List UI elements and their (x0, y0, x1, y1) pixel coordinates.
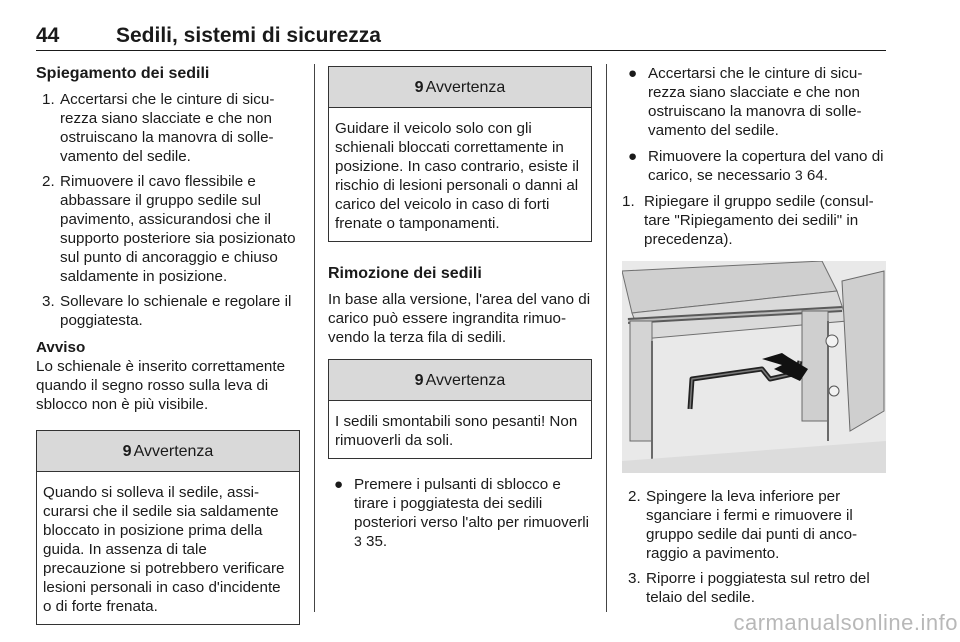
step-number: 3. (42, 293, 55, 310)
bullet-icon: ● (628, 65, 638, 82)
warning-box (328, 66, 592, 242)
column-1 (36, 64, 300, 625)
warning-text: Guidare il veicolo solo con gli schienali bloccati correttamente in posizione. In caso contrario, esiste il rischio di lesioni personali o danni al carico del veicolo in caso di forti frenate o tamponamenti. (335, 120, 579, 232)
warning-icon: 9 (122, 443, 132, 460)
chapter-title: Sedili, sistemi di sicurezza (116, 24, 381, 47)
warning-icon: 9 (414, 79, 424, 96)
bullet-item (622, 64, 886, 140)
watermark: carmanualsonline.info (733, 610, 958, 635)
seat-lever-illustration (622, 261, 886, 473)
step-item (36, 90, 300, 166)
step-number: 2. (628, 488, 641, 505)
warning-text: Quando si solleva il sedile, assicurarsi che il sedile sia saldamente bloccato in posizione prima della guida. In assenza di tale precauzione si potrebbero verificare lesioni personali in caso d'incidente o di forte frenata. (43, 484, 285, 615)
warning-header (37, 431, 299, 472)
warning-title: Avvertenza (425, 372, 506, 389)
step-text: Spingere la leva inferiore per sganciare i fermi e rimuovere il gruppo sedile dai punti di ancoraggio a pavimento. (646, 488, 858, 562)
bullet-icon: ● (334, 476, 344, 493)
bullet-icon: ● (628, 148, 638, 165)
column-divider-2 (606, 64, 607, 612)
step-text: Sollevare lo schienale e regolare il poggiatesta. (60, 293, 292, 329)
note-label: Avviso (36, 339, 86, 356)
step-item (622, 192, 886, 249)
bullet-item (622, 147, 886, 185)
column-3 (622, 64, 886, 613)
step-text: Rimuovere il cavo flessibile e abbassare il gruppo sedile sul pavimento, assicurandosi che il supporto posteriore sia posizionato sul punto di ancoraggio e chiuso saldamente in posizione. (60, 173, 296, 285)
warning-title: Avvertenza (425, 79, 506, 96)
section-heading-removal: Rimozione dei sedili (328, 265, 482, 282)
removal-steps-part2 (622, 487, 886, 607)
unfold-steps (36, 90, 300, 330)
page-ref: 64. (802, 167, 829, 184)
step-item (36, 172, 300, 286)
seat-frame-illustration (622, 261, 886, 473)
page-ref-icon: 3 (354, 533, 362, 549)
prep-bullets (622, 64, 886, 185)
warning-title: Avvertenza (133, 443, 214, 460)
step-text: Ripiegare il gruppo sedile (consultare "Ripiegamento dei sedili" in precedenza). (644, 193, 874, 248)
bullet-text: Accertarsi che le cinture di sicurezza siano slacciate e che non ostruiscano la manovra di sollevamento del sedile. (648, 65, 863, 139)
column-2 (328, 64, 592, 558)
step-text: Riporre i poggiatesta sul retro del telaio del sedile. (646, 570, 870, 606)
warning-header (329, 360, 591, 401)
step-number: 1. (622, 193, 635, 210)
step-number: 2. (42, 173, 55, 190)
page-ref: 35. (361, 533, 388, 550)
note (36, 338, 300, 414)
step-number: 1. (42, 91, 55, 108)
warning-box (36, 430, 300, 625)
page-number: 44 (36, 24, 60, 47)
removal-steps-part1 (622, 192, 886, 249)
removal-intro: In base alla versione, l'area del vano di carico può essere ingrandita rimuovendo la terza fila di sedili. (328, 291, 591, 346)
header-rule (36, 50, 886, 51)
warning-header (329, 67, 591, 108)
warning-box (328, 359, 592, 459)
section-heading-unfolding: Spiegamento dei sedili (36, 65, 210, 82)
warning-text: I sedili smontabili sono pesanti! Non rimuoverli da soli. (335, 413, 578, 449)
page-ref-icon: 3 (794, 167, 803, 183)
warning-icon: 9 (414, 372, 424, 389)
note-text: Lo schienale è inserito correttamente quando il segno rosso sulla leva di sblocco non è più visibile. (36, 358, 286, 413)
bullet-item (328, 475, 592, 551)
bullet-text: Premere i pulsanti di sblocco e tirare i poggiatesta dei sedili posteriori verso l'alto per rimuoverli (354, 476, 590, 531)
column-divider-1 (314, 64, 315, 612)
step-text: Accertarsi che le cinture di sicurezza siano slacciate e che non ostruiscano la manovra di sollevamento del sedile. (60, 91, 275, 165)
step-item (622, 487, 886, 563)
step-item (622, 569, 886, 607)
step-number: 3. (628, 570, 641, 587)
bullet-text: Rimuovere la copertura del vano di carico, se necessario (648, 148, 884, 184)
removal-bullets (328, 475, 592, 551)
step-item (36, 292, 300, 330)
